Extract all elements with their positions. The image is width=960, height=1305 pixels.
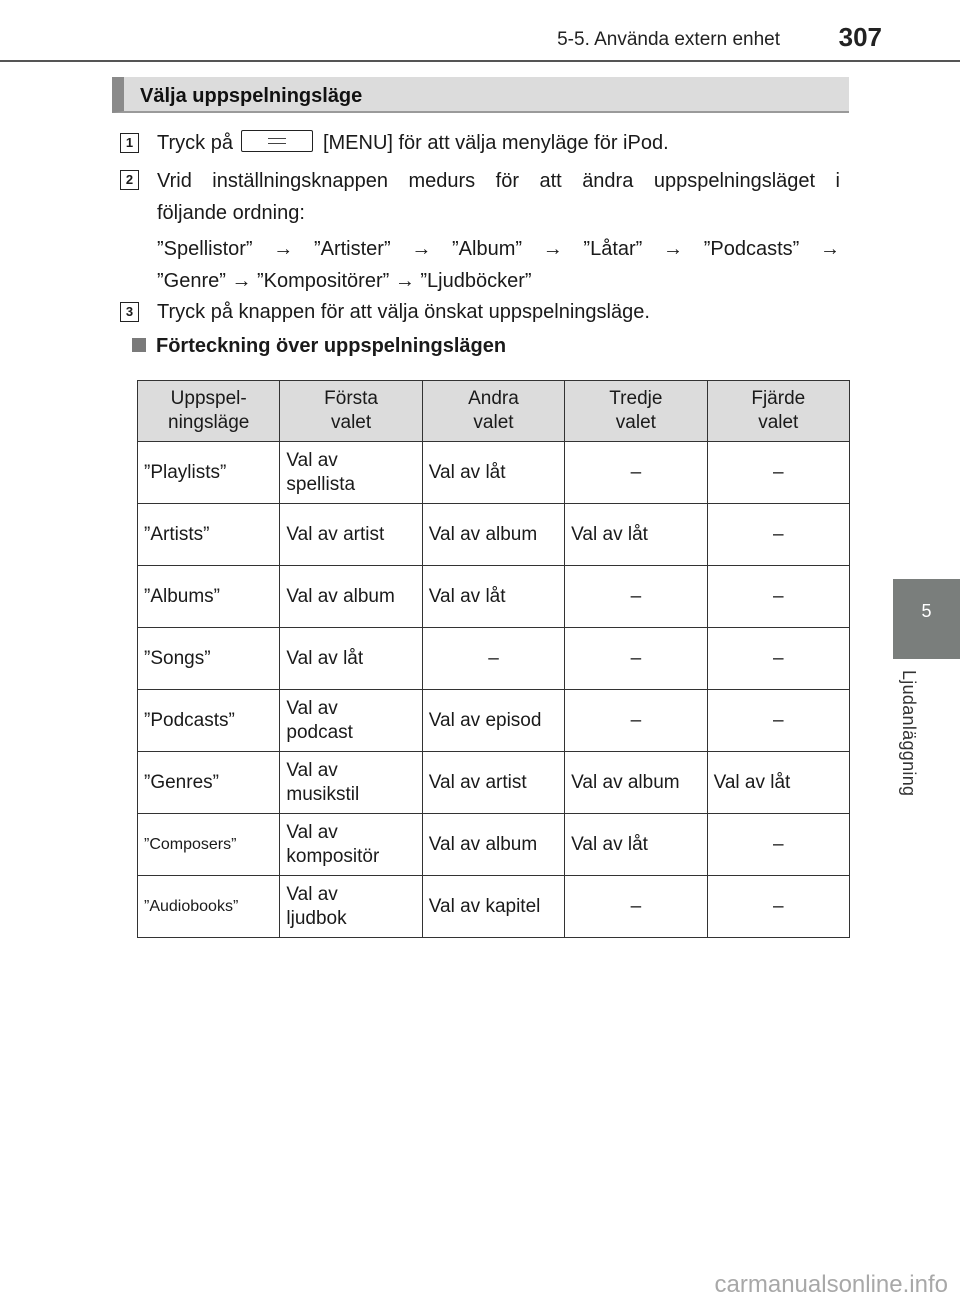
watermark: carmanualsonline.info (714, 1271, 948, 1298)
second-choice-cell: – (422, 628, 564, 690)
chapter-label (896, 670, 926, 830)
second-choice-cell: Val av artist (422, 752, 564, 814)
menu-button-icon (241, 130, 313, 152)
first-choice-cell: Val av album (280, 566, 422, 628)
chapter-title: Ljudanläggning (899, 670, 919, 797)
step-number-3: 3 (120, 302, 139, 322)
second-choice-cell: Val av låt (422, 566, 564, 628)
fourth-choice-cell: – (707, 628, 849, 690)
page-header (0, 0, 960, 62)
table-row (138, 442, 850, 504)
table-row (138, 814, 850, 876)
first-choice-cell: Val av podcast (280, 690, 422, 752)
section-title: 5-5. Använda extern enhet (557, 29, 780, 50)
mode-cell: ”Genres” (138, 752, 280, 814)
table-header-row (138, 381, 850, 442)
second-choice-cell: Val av album (422, 814, 564, 876)
table-row (138, 504, 850, 566)
subheading (132, 335, 506, 358)
step-1-before: Tryck på (157, 132, 233, 154)
second-choice-cell: Val av episod (422, 690, 564, 752)
first-choice-cell: Val av spellista (280, 442, 422, 504)
step-2-sequence-2: ”Genre” → ”Kompositörer” → ”Ljudböcker” (157, 270, 532, 292)
fourth-choice-cell: – (707, 876, 849, 938)
fourth-choice-cell: – (707, 690, 849, 752)
step-1-after: [MENU] för att välja menyläge för iPod. (322, 132, 669, 154)
page-number: 307 (838, 22, 882, 52)
header-rule (0, 60, 960, 62)
fourth-choice-cell: – (707, 504, 849, 566)
fourth-choice-cell: – (707, 566, 849, 628)
mode-cell: ”Albums” (138, 566, 280, 628)
playback-mode-table (137, 380, 850, 938)
first-choice-cell: Val av kompositör (280, 814, 422, 876)
second-choice-cell: Val av låt (422, 442, 564, 504)
section-heading-bar (112, 77, 849, 113)
header-cell-second: Andra valet (422, 381, 564, 442)
step-number-1: 1 (120, 133, 139, 153)
step-1-text (157, 127, 669, 159)
fourth-choice-cell: – (707, 814, 849, 876)
chapter-number: 5 (921, 601, 932, 621)
table-row (138, 690, 850, 752)
mode-cell: ”Podcasts” (138, 690, 280, 752)
chapter-tab (893, 579, 960, 659)
header-cell-third: Tredje valet (565, 381, 707, 442)
fourth-choice-cell: – (707, 442, 849, 504)
table-row (138, 752, 850, 814)
section-heading: Välja uppspelningsläge (140, 85, 363, 107)
third-choice-cell: Val av album (565, 752, 707, 814)
step-2-line-2: följande ordning: (157, 202, 305, 224)
table-row (138, 628, 850, 690)
step-3-text: Tryck på knappen för att välja önskat uppspelningsläge. (157, 301, 650, 323)
fourth-choice-cell: Val av låt (707, 752, 849, 814)
subheading-text: Förteckning över uppspelningslägen (156, 335, 507, 357)
first-choice-cell: Val av artist (280, 504, 422, 566)
mode-cell: ”Artists” (138, 504, 280, 566)
third-choice-cell: – (565, 442, 707, 504)
header-cell-mode: Uppspel- ningsläge (138, 381, 280, 442)
third-choice-cell: Val av låt (565, 504, 707, 566)
square-bullet-icon (132, 338, 146, 352)
step-2-sequence-1: ”Spellistor” → ”Artister” → ”Album” → ”Låtar” → ”Podcasts” → (157, 238, 840, 260)
first-choice-cell: Val av ljudbok (280, 876, 422, 938)
third-choice-cell: – (565, 628, 707, 690)
first-choice-cell: Val av låt (280, 628, 422, 690)
table-row (138, 876, 850, 938)
table-row (138, 566, 850, 628)
header-cell-fourth: Fjärde valet (707, 381, 849, 442)
first-choice-cell: Val av musikstil (280, 752, 422, 814)
mode-cell: ”Songs” (138, 628, 280, 690)
second-choice-cell: Val av album (422, 504, 564, 566)
step-2-text (157, 165, 840, 297)
step-2-line-1: Vrid inställningsknappen medurs för att ändra uppspelningsläget i (157, 170, 840, 192)
header-cell-first: Första valet (280, 381, 422, 442)
second-choice-cell: Val av kapitel (422, 876, 564, 938)
third-choice-cell: – (565, 876, 707, 938)
third-choice-cell: – (565, 690, 707, 752)
third-choice-cell: – (565, 566, 707, 628)
third-choice-cell: Val av låt (565, 814, 707, 876)
mode-cell: ”Playlists” (138, 442, 280, 504)
mode-cell: ”Composers” (138, 814, 280, 876)
mode-cell: ”Audiobooks” (138, 876, 280, 938)
step-number-2: 2 (120, 170, 139, 190)
